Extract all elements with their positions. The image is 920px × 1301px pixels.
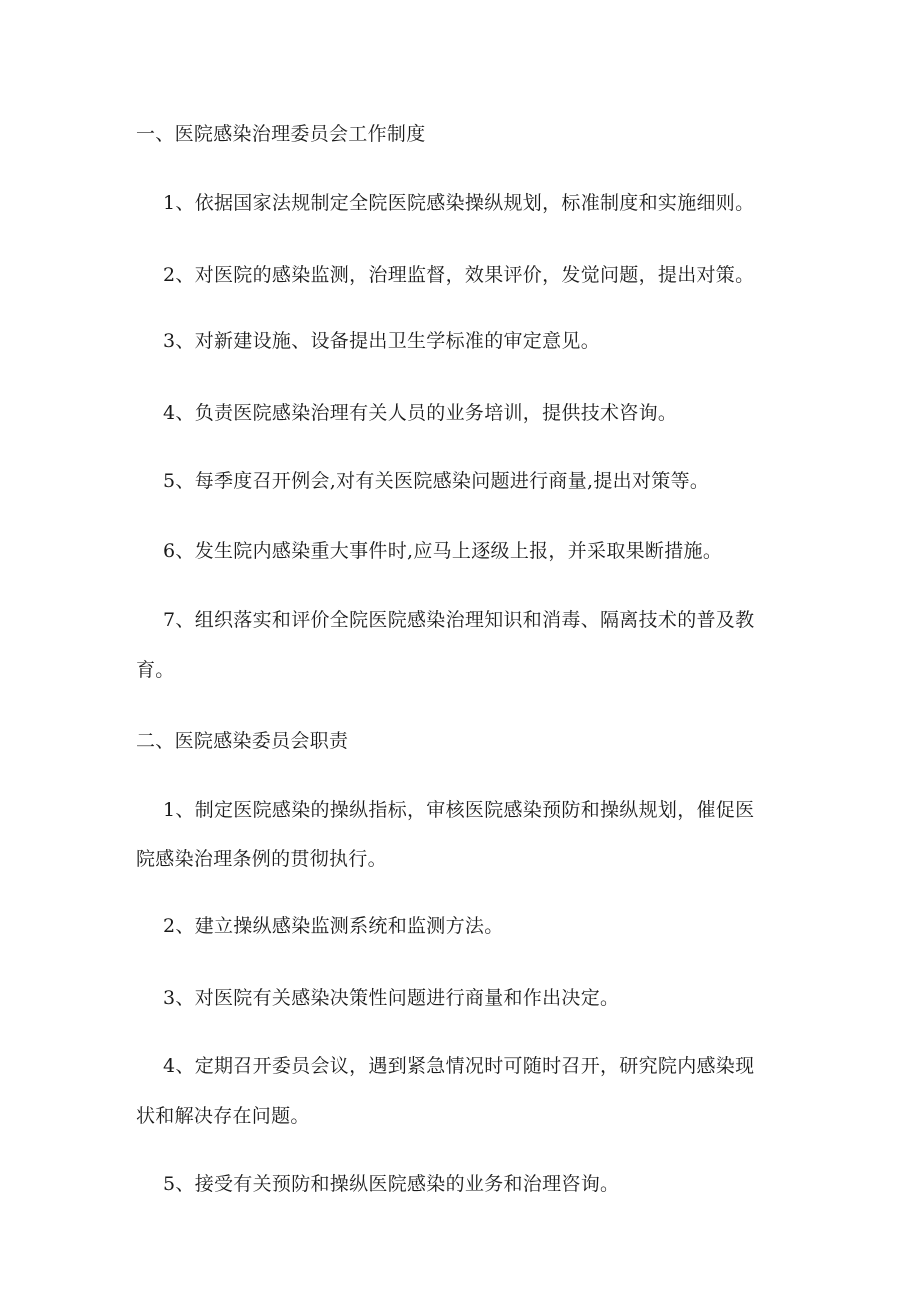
section1-item-6: 6、发生院内感染重大事件时,应马上逐级上报，并采取果断措施。 bbox=[163, 540, 723, 562]
section2-item-1-line2: 院感染治理条例的贯彻执行。 bbox=[136, 848, 387, 870]
section2-item-1-line1: 1、制定医院感染的操纵指标，审核医院感染预防和操纵规划，催促医 bbox=[163, 799, 755, 821]
section2-item-4-line1: 4、定期召开委员会议，遇到紧急情况时可随时召开，研究院内感染现 bbox=[163, 1055, 755, 1077]
section1-item-7-line2: 育。 bbox=[136, 659, 175, 681]
section2-heading: 二、医院感染委员会职责 bbox=[136, 730, 349, 752]
section2-item-3: 3、对医院有关感染决策性问题进行商量和作出决定。 bbox=[163, 987, 620, 1009]
section2-item-4-line2: 状和解决存在问题。 bbox=[136, 1105, 310, 1127]
section1-heading: 一、医院感染治理委员会工作制度 bbox=[136, 123, 426, 145]
section2-item-5: 5、接受有关预防和操纵医院感染的业务和治理咨询。 bbox=[163, 1173, 620, 1195]
section1-item-1: 1、依据国家法规制定全院医院感染操纵规划，标准制度和实施细则。 bbox=[163, 192, 755, 214]
section2-item-2: 2、建立操纵感染监测系统和监测方法。 bbox=[163, 915, 504, 937]
section1-item-5: 5、每季度召开例会,对有关医院感染问题进行商量,提出对策等。 bbox=[163, 470, 710, 492]
section1-item-2: 2、对医院的感染监测，治理监督，效果评价，发觉问题，提出对策。 bbox=[163, 264, 755, 286]
section1-item-7-line1: 7、组织落实和评价全院医院感染治理知识和消毒、隔离技术的普及教 bbox=[163, 609, 755, 631]
section1-item-3: 3、对新建设施、设备提出卫生学标准的审定意见。 bbox=[163, 330, 600, 352]
section1-item-4: 4、负责医院感染治理有关人员的业务培训，提供技术咨询。 bbox=[163, 402, 678, 424]
